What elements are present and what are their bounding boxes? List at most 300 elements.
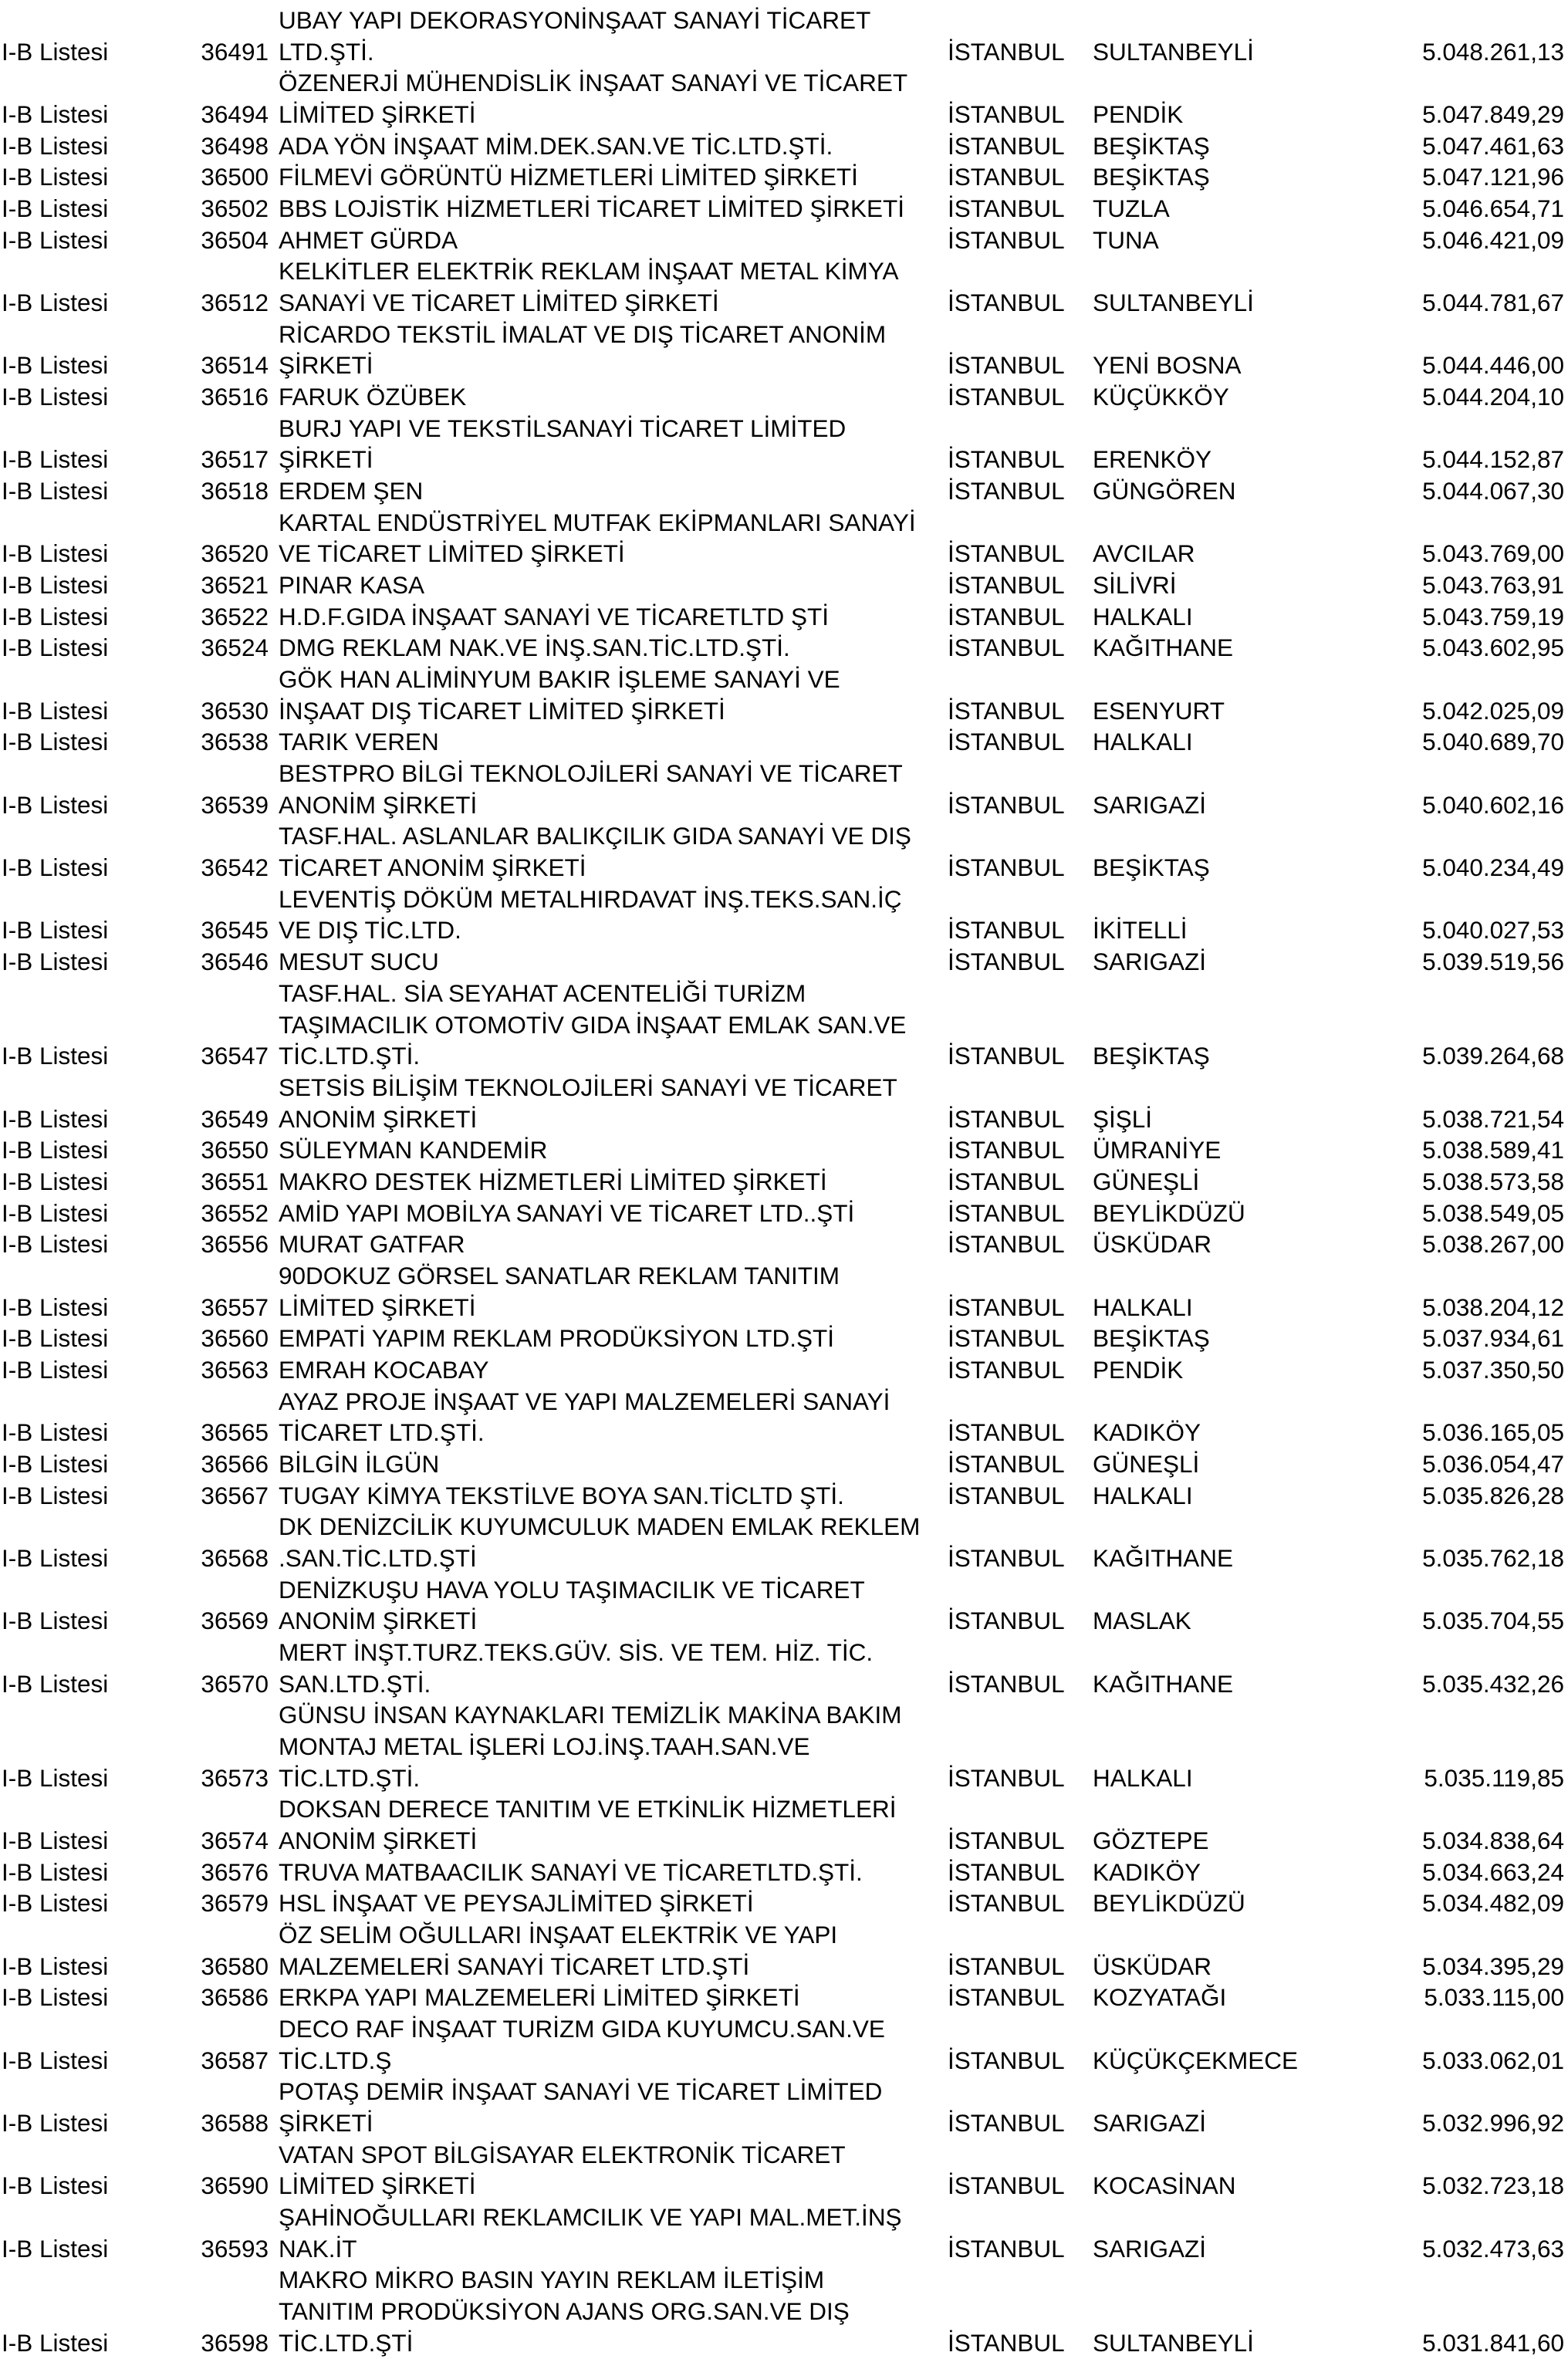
company-name-line: SETSİS BİLİŞİM TEKNOLOJİLERİ SANAYİ VE TİCARET bbox=[279, 1073, 897, 1101]
company-name-line: DENİZKUŞU HAVA YOLU TAŞIMACILIK VE TİCARET bbox=[279, 1575, 865, 1604]
row-main-line bbox=[0, 1134, 1568, 1166]
city-cell: İSTANBUL bbox=[948, 477, 1065, 505]
company-name-line: ADA YÖN İNŞAAT MİM.DEK.SAN.VE TİC.LTD.ŞTİ. bbox=[279, 131, 833, 160]
city-cell: İSTANBUL bbox=[948, 1669, 1065, 1698]
table-row bbox=[0, 1793, 1568, 1856]
row-main-line bbox=[0, 789, 1568, 821]
table-row bbox=[0, 225, 1568, 256]
amount-cell: 5.032.996,92 bbox=[1422, 2109, 1564, 2138]
list-type-label: I-B Listesi bbox=[2, 1136, 109, 1164]
list-type-label: I-B Listesi bbox=[2, 383, 109, 411]
city-cell: İSTANBUL bbox=[948, 634, 1065, 662]
row-number: 36552 bbox=[201, 1198, 269, 1227]
table-row bbox=[0, 569, 1568, 601]
row-wrap-line bbox=[0, 1919, 1568, 1951]
city-cell: İSTANBUL bbox=[948, 194, 1065, 223]
city-cell: İSTANBUL bbox=[948, 37, 1065, 66]
row-number: 36494 bbox=[201, 100, 269, 129]
company-name-line: TİC.LTD.ŞTİ. bbox=[279, 1042, 421, 1070]
list-type-label: I-B Listesi bbox=[2, 1669, 109, 1698]
row-main-line bbox=[0, 287, 1568, 319]
city-cell: İSTANBUL bbox=[948, 602, 1065, 630]
row-wrap-line bbox=[0, 884, 1568, 915]
row-wrap-line bbox=[0, 67, 1568, 99]
table-row bbox=[0, 67, 1568, 130]
row-main-line bbox=[0, 2233, 1568, 2265]
row-main-line bbox=[0, 381, 1568, 413]
city-cell: İSTANBUL bbox=[948, 1167, 1065, 1195]
row-main-line bbox=[0, 36, 1568, 68]
city-cell: İSTANBUL bbox=[948, 1293, 1065, 1321]
table-row bbox=[0, 601, 1568, 633]
amount-cell: 5.047.461,63 bbox=[1422, 131, 1564, 160]
amount-cell: 5.038.573,58 bbox=[1422, 1167, 1564, 1195]
amount-cell: 5.035.119,85 bbox=[1424, 1763, 1564, 1792]
row-number: 36504 bbox=[201, 225, 269, 254]
row-number: 36579 bbox=[201, 1889, 269, 1918]
city-cell: İSTANBUL bbox=[948, 225, 1065, 254]
list-type-label: I-B Listesi bbox=[2, 2109, 109, 2138]
row-number: 36588 bbox=[201, 2109, 269, 2138]
city-cell: İSTANBUL bbox=[948, 571, 1065, 600]
list-type-label: I-B Listesi bbox=[2, 2328, 109, 2357]
row-number: 36549 bbox=[201, 1104, 269, 1133]
district-cell: KAĞITHANE bbox=[1093, 1669, 1234, 1698]
row-number: 36491 bbox=[201, 37, 269, 66]
district-cell: BEŞİKTAŞ bbox=[1093, 131, 1210, 160]
row-wrap-line bbox=[0, 664, 1568, 695]
table-row bbox=[0, 193, 1568, 225]
row-wrap-line bbox=[0, 507, 1568, 539]
amount-cell: 5.040.234,49 bbox=[1422, 853, 1564, 882]
row-main-line bbox=[0, 1857, 1568, 1888]
company-name-line: HSL İNŞAAT VE PEYSAJLİMİTED ŞİRKETİ bbox=[279, 1889, 754, 1918]
row-wrap-line bbox=[0, 1511, 1568, 1543]
city-cell: İSTANBUL bbox=[948, 2234, 1065, 2263]
amount-cell: 5.032.723,18 bbox=[1422, 2171, 1564, 2200]
amount-cell: 5.039.519,56 bbox=[1422, 948, 1564, 976]
table-row bbox=[0, 2202, 1568, 2264]
list-type-label: I-B Listesi bbox=[2, 100, 109, 129]
district-cell: KÜÇÜKÇEKMECE bbox=[1093, 2046, 1299, 2074]
list-type-label: I-B Listesi bbox=[2, 602, 109, 630]
amount-cell: 5.046.421,09 bbox=[1422, 225, 1564, 254]
company-name-line: TASF.HAL. SİA SEYAHAT ACENTELİĞİ TURİZM bbox=[279, 978, 806, 1007]
row-number: 36593 bbox=[201, 2234, 269, 2263]
city-cell: İSTANBUL bbox=[948, 1952, 1065, 1980]
company-name-line: SÜLEYMAN KANDEMİR bbox=[279, 1136, 548, 1164]
district-cell: SULTANBEYLİ bbox=[1093, 289, 1254, 317]
district-cell: PENDİK bbox=[1093, 1355, 1184, 1384]
company-name-line: TİCARET LTD.ŞTİ. bbox=[279, 1418, 485, 1447]
row-main-line bbox=[0, 1951, 1568, 1982]
row-number: 36545 bbox=[201, 916, 269, 945]
row-main-line bbox=[0, 914, 1568, 946]
company-name-line: ANONİM ŞİRKETİ bbox=[279, 1826, 478, 1854]
district-cell: AVCILAR bbox=[1093, 539, 1195, 568]
city-cell: İSTANBUL bbox=[948, 696, 1065, 725]
row-wrap-line bbox=[0, 758, 1568, 789]
amount-cell: 5.043.769,00 bbox=[1422, 539, 1564, 568]
district-cell: BEŞİKTAŞ bbox=[1093, 1324, 1210, 1353]
district-cell: KÜÇÜKKÖY bbox=[1093, 383, 1229, 411]
city-cell: İSTANBUL bbox=[948, 1543, 1065, 1572]
company-name-line: TAŞIMACILIK OTOMOTİV GIDA İNŞAAT EMLAK SAN.VE bbox=[279, 1010, 907, 1039]
city-cell: İSTANBUL bbox=[948, 790, 1065, 819]
table-row bbox=[0, 946, 1568, 978]
row-main-line bbox=[0, 2107, 1568, 2139]
row-number: 36565 bbox=[201, 1418, 269, 1447]
city-cell: İSTANBUL bbox=[948, 1418, 1065, 1447]
amount-cell: 5.044.152,87 bbox=[1422, 445, 1564, 474]
table-row bbox=[0, 475, 1568, 507]
amount-cell: 5.036.054,47 bbox=[1422, 1449, 1564, 1478]
district-cell: HALKALI bbox=[1093, 728, 1193, 756]
row-wrap-line bbox=[0, 1793, 1568, 1825]
company-name-line: ANONİM ŞİRKETİ bbox=[279, 1607, 478, 1635]
row-wrap-line bbox=[0, 2013, 1568, 2045]
district-cell: ŞİŞLİ bbox=[1093, 1104, 1153, 1133]
city-cell: İSTANBUL bbox=[948, 728, 1065, 756]
table-row bbox=[0, 664, 1568, 726]
row-number: 36518 bbox=[201, 477, 269, 505]
row-wrap-line bbox=[0, 5, 1568, 36]
company-name-line: MAKRO MİKRO BASIN YAYIN REKLAM İLETİŞİM bbox=[279, 2266, 825, 2294]
city-cell: İSTANBUL bbox=[948, 289, 1065, 317]
company-name-line: POTAŞ DEMİR İNŞAAT SANAYİ VE TİCARET LİMİTED bbox=[279, 2077, 883, 2106]
row-main-line bbox=[0, 1982, 1568, 2013]
row-number: 36570 bbox=[201, 1669, 269, 1698]
table-row bbox=[0, 1260, 1568, 1323]
amount-cell: 5.031.841,60 bbox=[1422, 2328, 1564, 2357]
company-name-line: EMRAH KOCABAY bbox=[279, 1355, 489, 1384]
company-name-line: ERDEM ŞEN bbox=[279, 477, 424, 505]
row-main-line bbox=[0, 695, 1568, 727]
company-name-line: MESUT SUCU bbox=[279, 948, 439, 976]
row-number: 36539 bbox=[201, 790, 269, 819]
row-main-line bbox=[0, 2170, 1568, 2202]
company-name-line: TANITIM PRODÜKSİYON AJANS ORG.SAN.VE DIŞ bbox=[279, 2297, 850, 2326]
list-type-label: I-B Listesi bbox=[2, 1293, 109, 1321]
row-main-line bbox=[0, 1040, 1568, 1072]
row-main-line bbox=[0, 1825, 1568, 1857]
list-type-label: I-B Listesi bbox=[2, 948, 109, 976]
district-cell: GÜNEŞLİ bbox=[1093, 1449, 1200, 1478]
company-name-line: LİMİTED ŞİRKETİ bbox=[279, 100, 476, 129]
company-name-line: TİCARET ANONİM ŞİRKETİ bbox=[279, 853, 586, 882]
list-type-label: I-B Listesi bbox=[2, 1826, 109, 1854]
row-number: 36530 bbox=[201, 696, 269, 725]
table-row bbox=[0, 5, 1568, 67]
district-cell: ESENYURT bbox=[1093, 696, 1225, 725]
row-main-line bbox=[0, 193, 1568, 225]
company-name-line: GÜNSU İNSAN KAYNAKLARI TEMİZLİK MAKİNA BAKIM bbox=[279, 1701, 902, 1729]
row-number: 36550 bbox=[201, 1136, 269, 1164]
table-row bbox=[0, 381, 1568, 413]
row-number: 36498 bbox=[201, 131, 269, 160]
amount-cell: 5.034.838,64 bbox=[1422, 1826, 1564, 1854]
row-number: 36566 bbox=[201, 1449, 269, 1478]
company-name-line: SANAYİ VE TİCARET LİMİTED ŞİRKETİ bbox=[279, 289, 719, 317]
district-cell: SARIGAZİ bbox=[1093, 2109, 1207, 2138]
row-wrap-line bbox=[0, 2076, 1568, 2107]
amount-cell: 5.044.446,00 bbox=[1422, 351, 1564, 380]
table-row bbox=[0, 1888, 1568, 1919]
company-name-line: MALZEMELERİ SANAYİ TİCARET LTD.ŞTİ bbox=[279, 1952, 750, 1980]
row-number: 36546 bbox=[201, 948, 269, 976]
row-number: 36556 bbox=[201, 1230, 269, 1259]
amount-cell: 5.035.704,55 bbox=[1422, 1607, 1564, 1635]
table-row bbox=[0, 161, 1568, 193]
row-main-line bbox=[0, 1323, 1568, 1354]
company-name-line: TİC.LTD.Ş bbox=[279, 2046, 392, 2074]
row-main-line bbox=[0, 225, 1568, 256]
district-cell: SULTANBEYLİ bbox=[1093, 2328, 1254, 2357]
table-row bbox=[0, 1323, 1568, 1354]
row-main-line bbox=[0, 1166, 1568, 1198]
company-name-line: AYAZ PROJE İNŞAAT VE YAPI MALZEMELERİ SANAYİ bbox=[279, 1387, 890, 1415]
amount-cell: 5.040.602,16 bbox=[1422, 790, 1564, 819]
city-cell: İSTANBUL bbox=[948, 853, 1065, 882]
company-name-line: LİMİTED ŞİRKETİ bbox=[279, 1293, 476, 1321]
row-main-line bbox=[0, 99, 1568, 130]
list-type-label: I-B Listesi bbox=[2, 1167, 109, 1195]
amount-cell: 5.037.350,50 bbox=[1422, 1355, 1564, 1384]
row-number: 36517 bbox=[201, 445, 269, 474]
amount-cell: 5.039.264,68 bbox=[1422, 1042, 1564, 1070]
table-row bbox=[0, 1166, 1568, 1198]
table-row bbox=[0, 2013, 1568, 2076]
list-type-label: I-B Listesi bbox=[2, 194, 109, 223]
row-number: 36587 bbox=[201, 2046, 269, 2074]
row-number: 36567 bbox=[201, 1481, 269, 1509]
district-cell: SARIGAZİ bbox=[1093, 948, 1207, 976]
list-type-label: I-B Listesi bbox=[2, 1952, 109, 1980]
row-number: 36563 bbox=[201, 1355, 269, 1384]
amount-cell: 5.032.473,63 bbox=[1422, 2234, 1564, 2263]
company-name-line: AMİD YAPI MOBİLYA SANAYİ VE TİCARET LTD..ŞTİ bbox=[279, 1198, 855, 1227]
table-row bbox=[0, 978, 1568, 1072]
row-main-line bbox=[0, 130, 1568, 162]
company-name-line: FİLMEVİ GÖRÜNTÜ HİZMETLERİ LİMİTED ŞİRKETİ bbox=[279, 163, 858, 191]
amount-cell: 5.040.027,53 bbox=[1422, 916, 1564, 945]
list-type-label: I-B Listesi bbox=[2, 1857, 109, 1886]
list-type-label: I-B Listesi bbox=[2, 131, 109, 160]
row-wrap-line bbox=[0, 1731, 1568, 1762]
row-number: 36520 bbox=[201, 539, 269, 568]
city-cell: İSTANBUL bbox=[948, 2171, 1065, 2200]
district-cell: GÜNEŞLİ bbox=[1093, 1167, 1200, 1195]
city-cell: İSTANBUL bbox=[948, 2046, 1065, 2074]
company-name-line: 90DOKUZ GÖRSEL SANATLAR REKLAM TANITIM bbox=[279, 1261, 840, 1289]
district-cell: BEYLİKDÜZÜ bbox=[1093, 1198, 1245, 1227]
company-name-line: TİC.LTD.ŞTİ. bbox=[279, 1763, 421, 1792]
company-name-line: MERT İNŞT.TURZ.TEKS.GÜV. SİS. VE TEM. HİZ. TİC. bbox=[279, 1637, 874, 1666]
list-type-label: I-B Listesi bbox=[2, 351, 109, 380]
row-main-line bbox=[0, 444, 1568, 475]
company-name-line: BİLGİN İLGÜN bbox=[279, 1449, 440, 1478]
row-number: 36538 bbox=[201, 728, 269, 756]
table-row bbox=[0, 1982, 1568, 2013]
city-cell: İSTANBUL bbox=[948, 1104, 1065, 1133]
table-row bbox=[0, 2076, 1568, 2138]
company-name-line: TARIK VEREN bbox=[279, 728, 439, 756]
table-row bbox=[0, 1072, 1568, 1134]
company-name-line: TİC.LTD.ŞTİ bbox=[279, 2328, 414, 2357]
row-number: 36569 bbox=[201, 1607, 269, 1635]
company-name-line: MAKRO DESTEK HİZMETLERİ LİMİTED ŞİRKETİ bbox=[279, 1167, 827, 1195]
row-number: 36542 bbox=[201, 853, 269, 882]
amount-cell: 5.035.826,28 bbox=[1422, 1481, 1564, 1509]
district-cell: TUNA bbox=[1093, 225, 1159, 254]
district-cell: ÜMRANİYE bbox=[1093, 1136, 1222, 1164]
row-main-line bbox=[0, 475, 1568, 507]
amount-cell: 5.038.204,12 bbox=[1422, 1293, 1564, 1321]
company-name-line: TRUVA MATBAACILIK SANAYİ VE TİCARETLTD.ŞTİ. bbox=[279, 1857, 863, 1886]
district-cell: YENİ BOSNA bbox=[1093, 351, 1242, 380]
company-name-line: TUGAY KİMYA TEKSTİLVE BOYA SAN.TİCLTD ŞTİ. bbox=[279, 1481, 844, 1509]
list-type-label: I-B Listesi bbox=[2, 1104, 109, 1133]
table-row bbox=[0, 130, 1568, 162]
table-row bbox=[0, 1354, 1568, 1386]
table-row bbox=[0, 1699, 1568, 1793]
district-cell: KADIKÖY bbox=[1093, 1418, 1201, 1447]
list-type-label: I-B Listesi bbox=[2, 1481, 109, 1509]
company-name-line: ERKPA YAPI MALZEMELERİ LİMİTED ŞİRKETİ bbox=[279, 1983, 800, 2012]
row-number: 36521 bbox=[201, 571, 269, 600]
amount-cell: 5.034.482,09 bbox=[1422, 1889, 1564, 1918]
row-wrap-line bbox=[0, 1386, 1568, 1418]
amount-cell: 5.044.781,67 bbox=[1422, 289, 1564, 317]
list-type-label: I-B Listesi bbox=[2, 2171, 109, 2200]
company-name-line: MURAT GATFAR bbox=[279, 1230, 465, 1259]
row-main-line bbox=[0, 1480, 1568, 1512]
row-number: 36512 bbox=[201, 289, 269, 317]
company-name-line: BURJ YAPI VE TEKSTİLSANAYİ TİCARET LİMİTED bbox=[279, 414, 847, 442]
city-cell: İSTANBUL bbox=[948, 2109, 1065, 2138]
city-cell: İSTANBUL bbox=[948, 1607, 1065, 1635]
list-type-label: I-B Listesi bbox=[2, 853, 109, 882]
row-wrap-line bbox=[0, 978, 1568, 1009]
district-cell: İKİTELLİ bbox=[1093, 916, 1188, 945]
row-wrap-line bbox=[0, 2139, 1568, 2171]
city-cell: İSTANBUL bbox=[948, 445, 1065, 474]
company-name-line: SAN.LTD.ŞTİ. bbox=[279, 1669, 431, 1698]
table-row bbox=[0, 726, 1568, 758]
row-main-line bbox=[0, 1198, 1568, 1229]
city-cell: İSTANBUL bbox=[948, 1481, 1065, 1509]
amount-cell: 5.038.589,41 bbox=[1422, 1136, 1564, 1164]
list-type-label: I-B Listesi bbox=[2, 728, 109, 756]
company-name-line: ANONİM ŞİRKETİ bbox=[279, 790, 478, 819]
district-cell: HALKALI bbox=[1093, 1763, 1193, 1792]
city-cell: İSTANBUL bbox=[948, 1136, 1065, 1164]
row-number: 36598 bbox=[201, 2328, 269, 2357]
amount-cell: 5.035.762,18 bbox=[1422, 1543, 1564, 1572]
amount-cell: 5.043.763,91 bbox=[1422, 571, 1564, 600]
city-cell: İSTANBUL bbox=[948, 948, 1065, 976]
company-name-line: RİCARDO TEKSTİL İMALAT VE DIŞ TİCARET ANONİM bbox=[279, 319, 887, 348]
city-cell: İSTANBUL bbox=[948, 2328, 1065, 2357]
company-name-line: TASF.HAL. ASLANLAR BALIKÇILIK GIDA SANAYİ VE DIŞ bbox=[279, 822, 911, 850]
district-cell: BEYLİKDÜZÜ bbox=[1093, 1889, 1245, 1918]
list-type-label: I-B Listesi bbox=[2, 445, 109, 474]
row-number: 36557 bbox=[201, 1293, 269, 1321]
company-name-line: NAK.İT bbox=[279, 2234, 357, 2263]
list-type-label: I-B Listesi bbox=[2, 1983, 109, 2012]
row-number: 36551 bbox=[201, 1167, 269, 1195]
amount-cell: 5.044.067,30 bbox=[1422, 477, 1564, 505]
amount-cell: 5.034.663,24 bbox=[1422, 1857, 1564, 1886]
city-cell: İSTANBUL bbox=[948, 1042, 1065, 1070]
city-cell: İSTANBUL bbox=[948, 1355, 1065, 1384]
district-cell: HALKALI bbox=[1093, 1293, 1193, 1321]
district-cell: GÜNGÖREN bbox=[1093, 477, 1236, 505]
district-cell: KOCASİNAN bbox=[1093, 2171, 1236, 2200]
row-wrap-line bbox=[0, 1699, 1568, 1731]
city-cell: İSTANBUL bbox=[948, 1324, 1065, 1353]
row-wrap-line bbox=[0, 1072, 1568, 1103]
list-type-label: I-B Listesi bbox=[2, 539, 109, 568]
company-name-line: ÖZ SELİM OĞULLARI İNŞAAT ELEKTRİK VE YAPI bbox=[279, 1920, 838, 1948]
list-type-label: I-B Listesi bbox=[2, 916, 109, 945]
company-name-line: DECO RAF İNŞAAT TURİZM GIDA KUYUMCU.SAN.VE bbox=[279, 2015, 885, 2043]
city-cell: İSTANBUL bbox=[948, 383, 1065, 411]
city-cell: İSTANBUL bbox=[948, 1857, 1065, 1886]
amount-cell: 5.034.395,29 bbox=[1422, 1952, 1564, 1980]
city-cell: İSTANBUL bbox=[948, 1763, 1065, 1792]
district-cell: KADIKÖY bbox=[1093, 1857, 1201, 1886]
amount-cell: 5.047.121,96 bbox=[1422, 163, 1564, 191]
city-cell: İSTANBUL bbox=[948, 131, 1065, 160]
company-name-line: KELKİTLER ELEKTRİK REKLAM İNŞAAT METAL KİMYA bbox=[279, 257, 899, 286]
district-cell: ÜSKÜDAR bbox=[1093, 1230, 1212, 1259]
row-number: 36576 bbox=[201, 1857, 269, 1886]
row-main-line bbox=[0, 1103, 1568, 1135]
row-wrap-line bbox=[0, 319, 1568, 350]
district-cell: TUZLA bbox=[1093, 194, 1170, 223]
district-cell: GÖZTEPE bbox=[1093, 1826, 1209, 1854]
company-name-line: ŞAHİNOĞULLARI REKLAMCILIK VE YAPI MAL.MET.İNŞ bbox=[279, 2203, 902, 2232]
row-main-line bbox=[0, 1292, 1568, 1323]
company-name-line: BESTPRO BİLGİ TEKNOLOJİLERİ SANAYİ VE TİCARET bbox=[279, 759, 903, 788]
table-row bbox=[0, 1857, 1568, 1888]
table-row bbox=[0, 632, 1568, 664]
district-cell: BEŞİKTAŞ bbox=[1093, 853, 1210, 882]
amount-cell: 5.038.721,54 bbox=[1422, 1104, 1564, 1133]
table-row bbox=[0, 1448, 1568, 1480]
list-type-label: I-B Listesi bbox=[2, 1355, 109, 1384]
row-wrap-line bbox=[0, 2264, 1568, 2296]
row-main-line bbox=[0, 1888, 1568, 1919]
list-type-label: I-B Listesi bbox=[2, 790, 109, 819]
table-row bbox=[0, 1919, 1568, 1982]
row-main-line bbox=[0, 601, 1568, 633]
row-main-line bbox=[0, 1229, 1568, 1260]
list-type-label: I-B Listesi bbox=[2, 1607, 109, 1635]
list-type-label: I-B Listesi bbox=[2, 1418, 109, 1447]
company-name-line: VE TİCARET LİMİTED ŞİRKETİ bbox=[279, 539, 625, 568]
row-main-line bbox=[0, 726, 1568, 758]
list-type-label: I-B Listesi bbox=[2, 1324, 109, 1353]
amount-cell: 5.033.115,00 bbox=[1424, 1983, 1564, 2012]
city-cell: İSTANBUL bbox=[948, 1889, 1065, 1918]
city-cell: İSTANBUL bbox=[948, 916, 1065, 945]
company-name-line: DK DENİZCİLİK KUYUMCULUK MADEN EMLAK REKLEM bbox=[279, 1512, 921, 1541]
city-cell: İSTANBUL bbox=[948, 1826, 1065, 1854]
table-row bbox=[0, 1134, 1568, 1166]
amount-cell: 5.043.759,19 bbox=[1422, 602, 1564, 630]
